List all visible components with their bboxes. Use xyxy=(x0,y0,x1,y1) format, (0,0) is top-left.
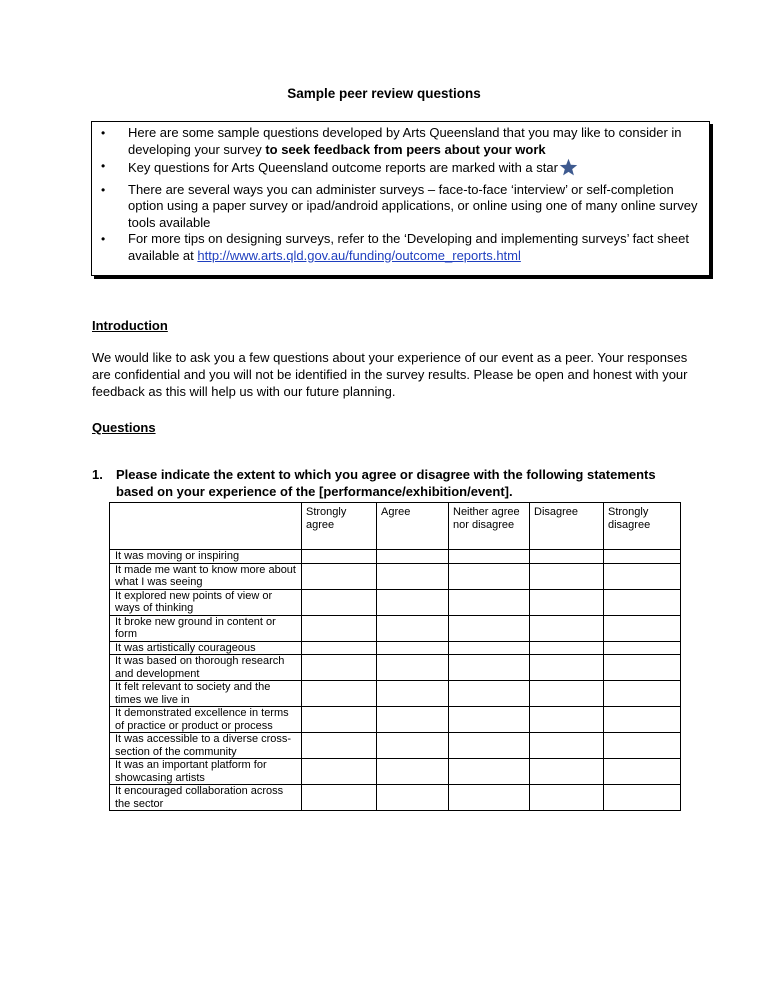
statement-cell: It was accessible to a diverse cross-section of the community xyxy=(110,733,302,759)
rating-cell[interactable] xyxy=(377,785,449,811)
rating-cell[interactable] xyxy=(604,681,681,707)
rating-cell[interactable] xyxy=(604,759,681,785)
rating-cell[interactable] xyxy=(530,563,604,589)
rating-cell[interactable] xyxy=(604,785,681,811)
rating-header-row xyxy=(110,503,681,550)
rating-cell[interactable] xyxy=(530,641,604,655)
rating-cell[interactable] xyxy=(302,681,377,707)
rating-cell[interactable] xyxy=(449,615,530,641)
rating-cell[interactable] xyxy=(604,563,681,589)
table-row xyxy=(110,759,681,785)
column-header: Disagree xyxy=(530,503,604,550)
rating-cell[interactable] xyxy=(377,563,449,589)
rating-cell[interactable] xyxy=(449,641,530,655)
bullet-3-text: There are several ways you can administer surveys – face-to-face ‘interview’ or self-completion option using a paper survey or ipad/android applications, or online using one of many online survey tools available xyxy=(128,181,698,230)
rating-cell[interactable] xyxy=(449,563,530,589)
rating-cell[interactable] xyxy=(302,759,377,785)
rating-cell[interactable] xyxy=(302,550,377,564)
statement-cell: It made me want to know more about what I was seeing xyxy=(110,563,302,589)
info-bullet-3 xyxy=(128,182,704,232)
table-row xyxy=(110,550,681,564)
statement-cell: It was moving or inspiring xyxy=(110,550,302,564)
rating-cell[interactable] xyxy=(530,655,604,681)
question-1 xyxy=(92,466,692,500)
column-header: Agree xyxy=(377,503,449,550)
header-blank-cell xyxy=(110,503,302,550)
table-row xyxy=(110,785,681,811)
statement-cell: It felt relevant to society and the times we live in xyxy=(110,681,302,707)
questions-heading: Questions xyxy=(92,420,156,435)
column-header: Neither agree nor disagree xyxy=(449,503,530,550)
info-box xyxy=(91,121,710,276)
info-bullet-1 xyxy=(128,125,704,158)
rating-cell[interactable] xyxy=(377,733,449,759)
info-bullet-list xyxy=(128,125,704,264)
rating-cell[interactable] xyxy=(449,785,530,811)
rating-cell[interactable] xyxy=(530,785,604,811)
question-text: Please indicate the extent to which you agree or disagree with the following statements based on your experience of the [performance/exhibition/event]. xyxy=(116,467,656,499)
rating-cell[interactable] xyxy=(604,615,681,641)
statement-cell: It demonstrated excellence in terms of practice or product or process xyxy=(110,707,302,733)
rating-cell[interactable] xyxy=(377,707,449,733)
rating-cell[interactable] xyxy=(302,615,377,641)
bullet-1-bold-text: to seek feedback from peers about your work xyxy=(265,141,546,157)
statement-cell: It was an important platform for showcasing artists xyxy=(110,759,302,785)
rating-cell[interactable] xyxy=(449,707,530,733)
rating-cell[interactable] xyxy=(604,550,681,564)
rating-cell[interactable] xyxy=(377,550,449,564)
rating-cell[interactable] xyxy=(449,681,530,707)
rating-cell[interactable] xyxy=(302,641,377,655)
rating-cell[interactable] xyxy=(302,655,377,681)
introduction-text: We would like to ask you a few questions about your experience of our event as a peer. Your responses are confidential and you will not be identified in the survey results. Please be open and honest with your feedback as this will help us with our future planning. xyxy=(92,350,688,399)
rating-cell[interactable] xyxy=(449,759,530,785)
rating-cell[interactable] xyxy=(302,707,377,733)
rating-cell[interactable] xyxy=(377,641,449,655)
table-row xyxy=(110,707,681,733)
column-header: Strongly disagree xyxy=(604,503,681,550)
table-row xyxy=(110,615,681,641)
rating-cell[interactable] xyxy=(449,655,530,681)
info-bullet-2 xyxy=(128,158,704,182)
rating-cell[interactable] xyxy=(449,733,530,759)
rating-cell[interactable] xyxy=(604,733,681,759)
star-icon xyxy=(559,158,578,182)
rating-cell[interactable] xyxy=(377,759,449,785)
rating-cell[interactable] xyxy=(604,655,681,681)
rating-cell[interactable] xyxy=(604,707,681,733)
bullet-4-text: For more tips on designing surveys, refer to the ‘Developing and implementing surveys’ fact sheet available at xyxy=(128,231,689,263)
statement-cell: It was artistically courageous xyxy=(110,641,302,655)
rating-cell[interactable] xyxy=(530,615,604,641)
rating-cell[interactable] xyxy=(530,733,604,759)
rating-cell[interactable] xyxy=(377,589,449,615)
rating-cell[interactable] xyxy=(302,563,377,589)
rating-cell[interactable] xyxy=(377,681,449,707)
table-row xyxy=(110,589,681,615)
rating-cell[interactable] xyxy=(530,707,604,733)
rating-cell[interactable] xyxy=(302,733,377,759)
rating-cell[interactable] xyxy=(530,589,604,615)
rating-cell[interactable] xyxy=(449,589,530,615)
question-number: 1. xyxy=(92,467,103,482)
table-row xyxy=(110,641,681,655)
rating-cell[interactable] xyxy=(530,759,604,785)
info-bullet-4 xyxy=(128,231,704,264)
statement-cell: It encouraged collaboration across the sector xyxy=(110,785,302,811)
rating-cell[interactable] xyxy=(302,589,377,615)
table-row xyxy=(110,563,681,589)
rating-cell[interactable] xyxy=(530,550,604,564)
statement-cell: It explored new points of view or ways of thinking xyxy=(110,589,302,615)
table-row xyxy=(110,681,681,707)
rating-cell[interactable] xyxy=(377,615,449,641)
bullet-2-text: Key questions for Arts Queensland outcome reports are marked with a star xyxy=(128,160,558,175)
rating-cell[interactable] xyxy=(604,589,681,615)
rating-table xyxy=(109,502,681,811)
page-title: Sample peer review questions xyxy=(287,86,481,101)
bullet-1-text: Here are some sample questions developed by Arts Queensland that you may like to consider in developing your survey xyxy=(128,125,682,157)
column-header: Strongly agree xyxy=(302,503,377,550)
table-row xyxy=(110,655,681,681)
statement-cell: It was based on thorough research and development xyxy=(110,655,302,681)
rating-cell[interactable] xyxy=(377,655,449,681)
rating-cell[interactable] xyxy=(530,681,604,707)
rating-cell[interactable] xyxy=(449,550,530,564)
table-row xyxy=(110,733,681,759)
outcome-reports-link[interactable]: http://www.arts.qld.gov.au/funding/outcome_reports.html xyxy=(197,247,521,263)
statement-cell: It broke new ground in content or form xyxy=(110,615,302,641)
rating-cell[interactable] xyxy=(302,785,377,811)
rating-cell[interactable] xyxy=(604,641,681,655)
introduction-heading: Introduction xyxy=(92,318,168,333)
